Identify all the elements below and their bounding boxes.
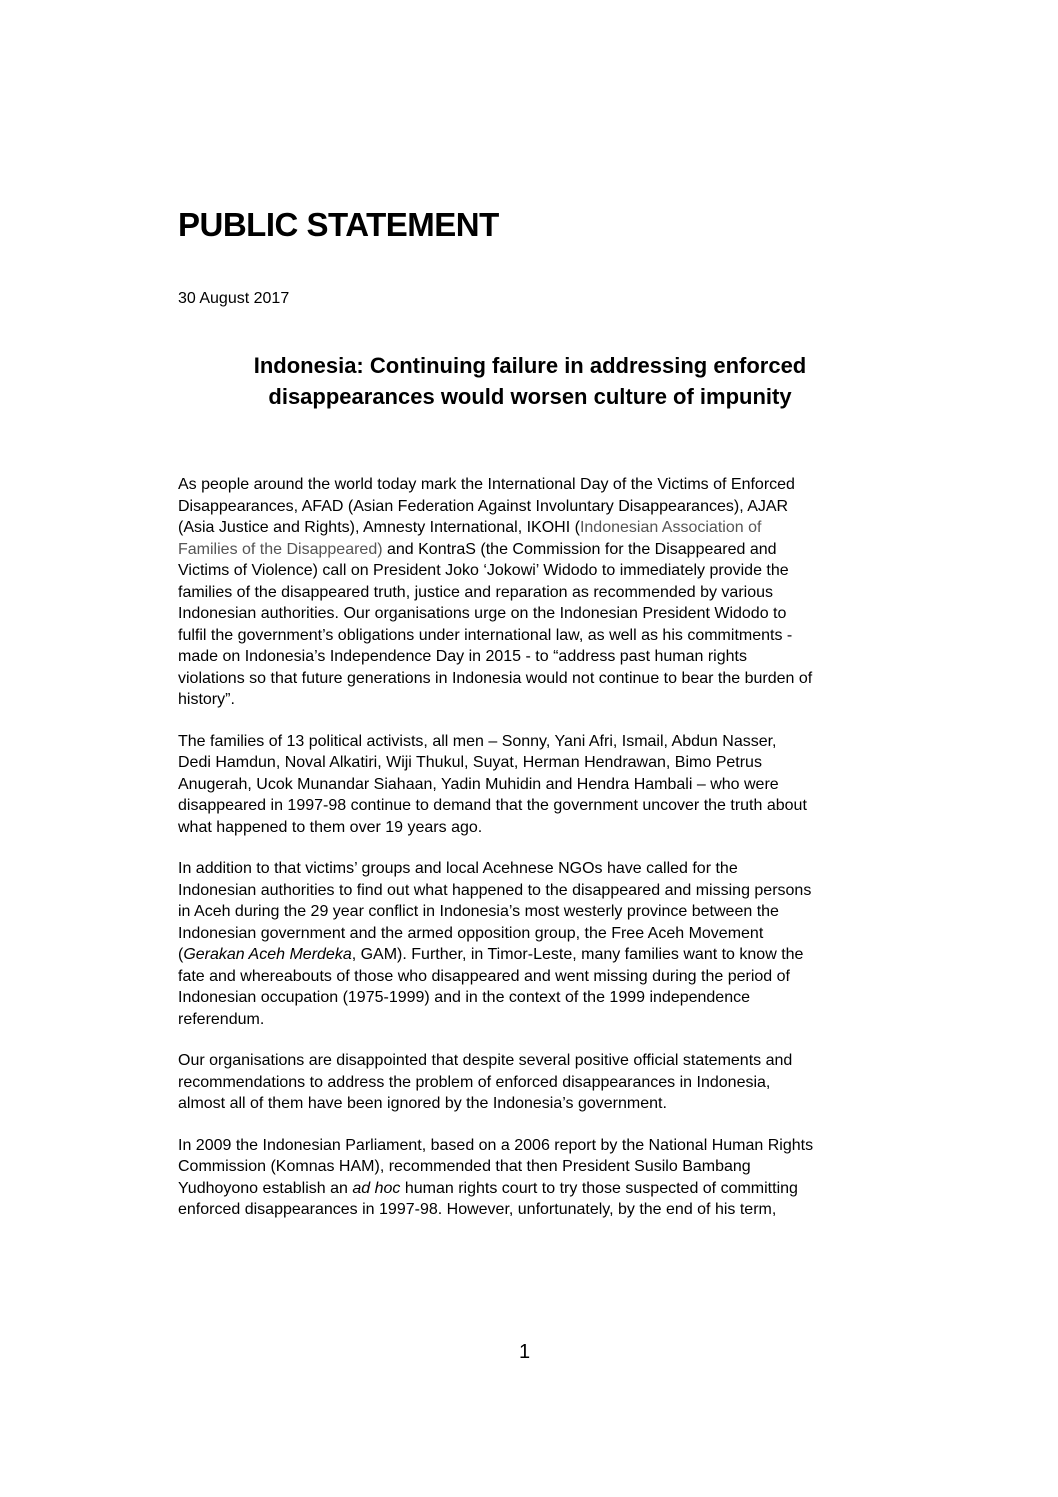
text-line: what happened to them over 19 years ago. bbox=[178, 818, 483, 836]
ad-hoc-italic: ad hoc bbox=[352, 1179, 401, 1197]
text-line: Our organisations are disappointed that despite several positive official statements and bbox=[178, 1052, 793, 1069]
text-line bbox=[178, 1178, 890, 1200]
headline-line: Indonesia: Continuing failure in addressing enforced bbox=[253, 353, 807, 378]
paragraph-2 bbox=[178, 731, 890, 839]
text-line: families of the disappeared truth, justice and reparation as recommended by various bbox=[178, 583, 773, 601]
text-line: Indonesian authorities. Our organisations urge on the Indonesian President Widodo to bbox=[178, 605, 787, 622]
text-line: Dedi Hamdun, Noval Alkatiri, Wiji Thukul, Suyat, Herman Hendrawan, Bimo Petrus bbox=[178, 754, 762, 771]
text-line: fate and whereabouts of those who disappeared and went missing during the period of bbox=[178, 967, 790, 985]
text-line: Victims of Violence) call on President Joko ‘Jokowi’ Widodo to immediately provide the bbox=[178, 562, 789, 579]
page-title: PUBLIC STATEMENT bbox=[178, 206, 499, 243]
text-line: Disappearances, AFAD (Asian Federation Against Involuntary Disappearances), AJAR bbox=[178, 497, 789, 515]
text-line bbox=[178, 517, 890, 539]
statement-headline bbox=[178, 350, 882, 412]
statement-date: 30 August 2017 bbox=[178, 290, 290, 307]
text-line: recommendations to address the problem of enforced disappearances in Indonesia, bbox=[178, 1073, 771, 1091]
text-line: Commission (Komnas HAM), recommended that then President Susilo Bambang bbox=[178, 1158, 751, 1175]
text-segment: and KontraS (the Commission for the Disappeared and bbox=[382, 540, 777, 558]
ikohi-full-name: Indonesian Association of bbox=[579, 519, 762, 536]
paragraph-5 bbox=[178, 1135, 890, 1221]
text-line: disappeared in 1997-98 continue to demand that the government uncover the truth about bbox=[178, 797, 807, 814]
text-line: Anugerah, Ucok Munandar Siahaan, Yadin Muhidin and Hendra Hambali – who were bbox=[178, 775, 779, 793]
text-line: In addition to that victims’ groups and local Acehnese NGOs have called for the bbox=[178, 860, 738, 877]
text-line: Indonesian government and the armed opposition group, the Free Aceh Movement bbox=[178, 924, 764, 942]
text-segment: human rights court to try those suspected of committing bbox=[400, 1179, 798, 1197]
paragraph-3 bbox=[178, 858, 890, 1030]
text-line: Indonesian authorities to find out what happened to the disappeared and missing persons bbox=[178, 881, 812, 899]
text-line: violations so that future generations in Indonesia would not continue to bear the burden of bbox=[178, 669, 813, 687]
text-line: Indonesian occupation (1975-1999) and in the context of the 1999 independence bbox=[178, 989, 750, 1006]
text-segment: (Asia Justice and Rights), Amnesty International, IKOHI ( bbox=[178, 519, 580, 536]
paragraph-4 bbox=[178, 1050, 890, 1115]
text-segment: Yudhoyono establish an bbox=[178, 1179, 353, 1197]
page-number: 1 bbox=[519, 1341, 531, 1363]
text-line: referendum. bbox=[178, 1010, 265, 1028]
text-line: enforced disappearances in 1997-98. However, unfortunately, by the end of his term, bbox=[178, 1201, 777, 1218]
text-line bbox=[178, 539, 890, 561]
ikohi-full-name-cont: Families of the Disappeared) bbox=[178, 540, 383, 558]
text-segment: , GAM). Further, in Timor-Leste, many families want to know the bbox=[351, 946, 804, 963]
text-line bbox=[178, 944, 890, 966]
text-line: in Aceh during the 29 year conflict in Indonesia’s most westerly province between the bbox=[178, 903, 779, 920]
paragraph-1 bbox=[178, 474, 890, 711]
text-line: fulfil the government’s obligations under international law, as well as his commitments - bbox=[178, 626, 793, 644]
gam-italic-name: Gerakan Aceh Merdeka bbox=[183, 946, 352, 963]
text-line: history”. bbox=[178, 691, 235, 708]
text-line: As people around the world today mark the International Day of the Victims of Enforced bbox=[178, 476, 795, 493]
headline-line: disappearances would worsen culture of impunity bbox=[268, 384, 792, 409]
text-line: The families of 13 political activists, all men – Sonny, Yani Afri, Ismail, Abdun Nasser, bbox=[178, 732, 777, 750]
statement-body bbox=[178, 474, 890, 1241]
text-line: made on Indonesia’s Independence Day in 2015 - to “address past human rights bbox=[178, 648, 747, 665]
text-line: almost all of them have been ignored by the Indonesia’s government. bbox=[178, 1095, 667, 1112]
text-segment: ( bbox=[178, 946, 184, 963]
text-line: In 2009 the Indonesian Parliament, based on a 2006 report by the National Human Rights bbox=[178, 1136, 814, 1154]
